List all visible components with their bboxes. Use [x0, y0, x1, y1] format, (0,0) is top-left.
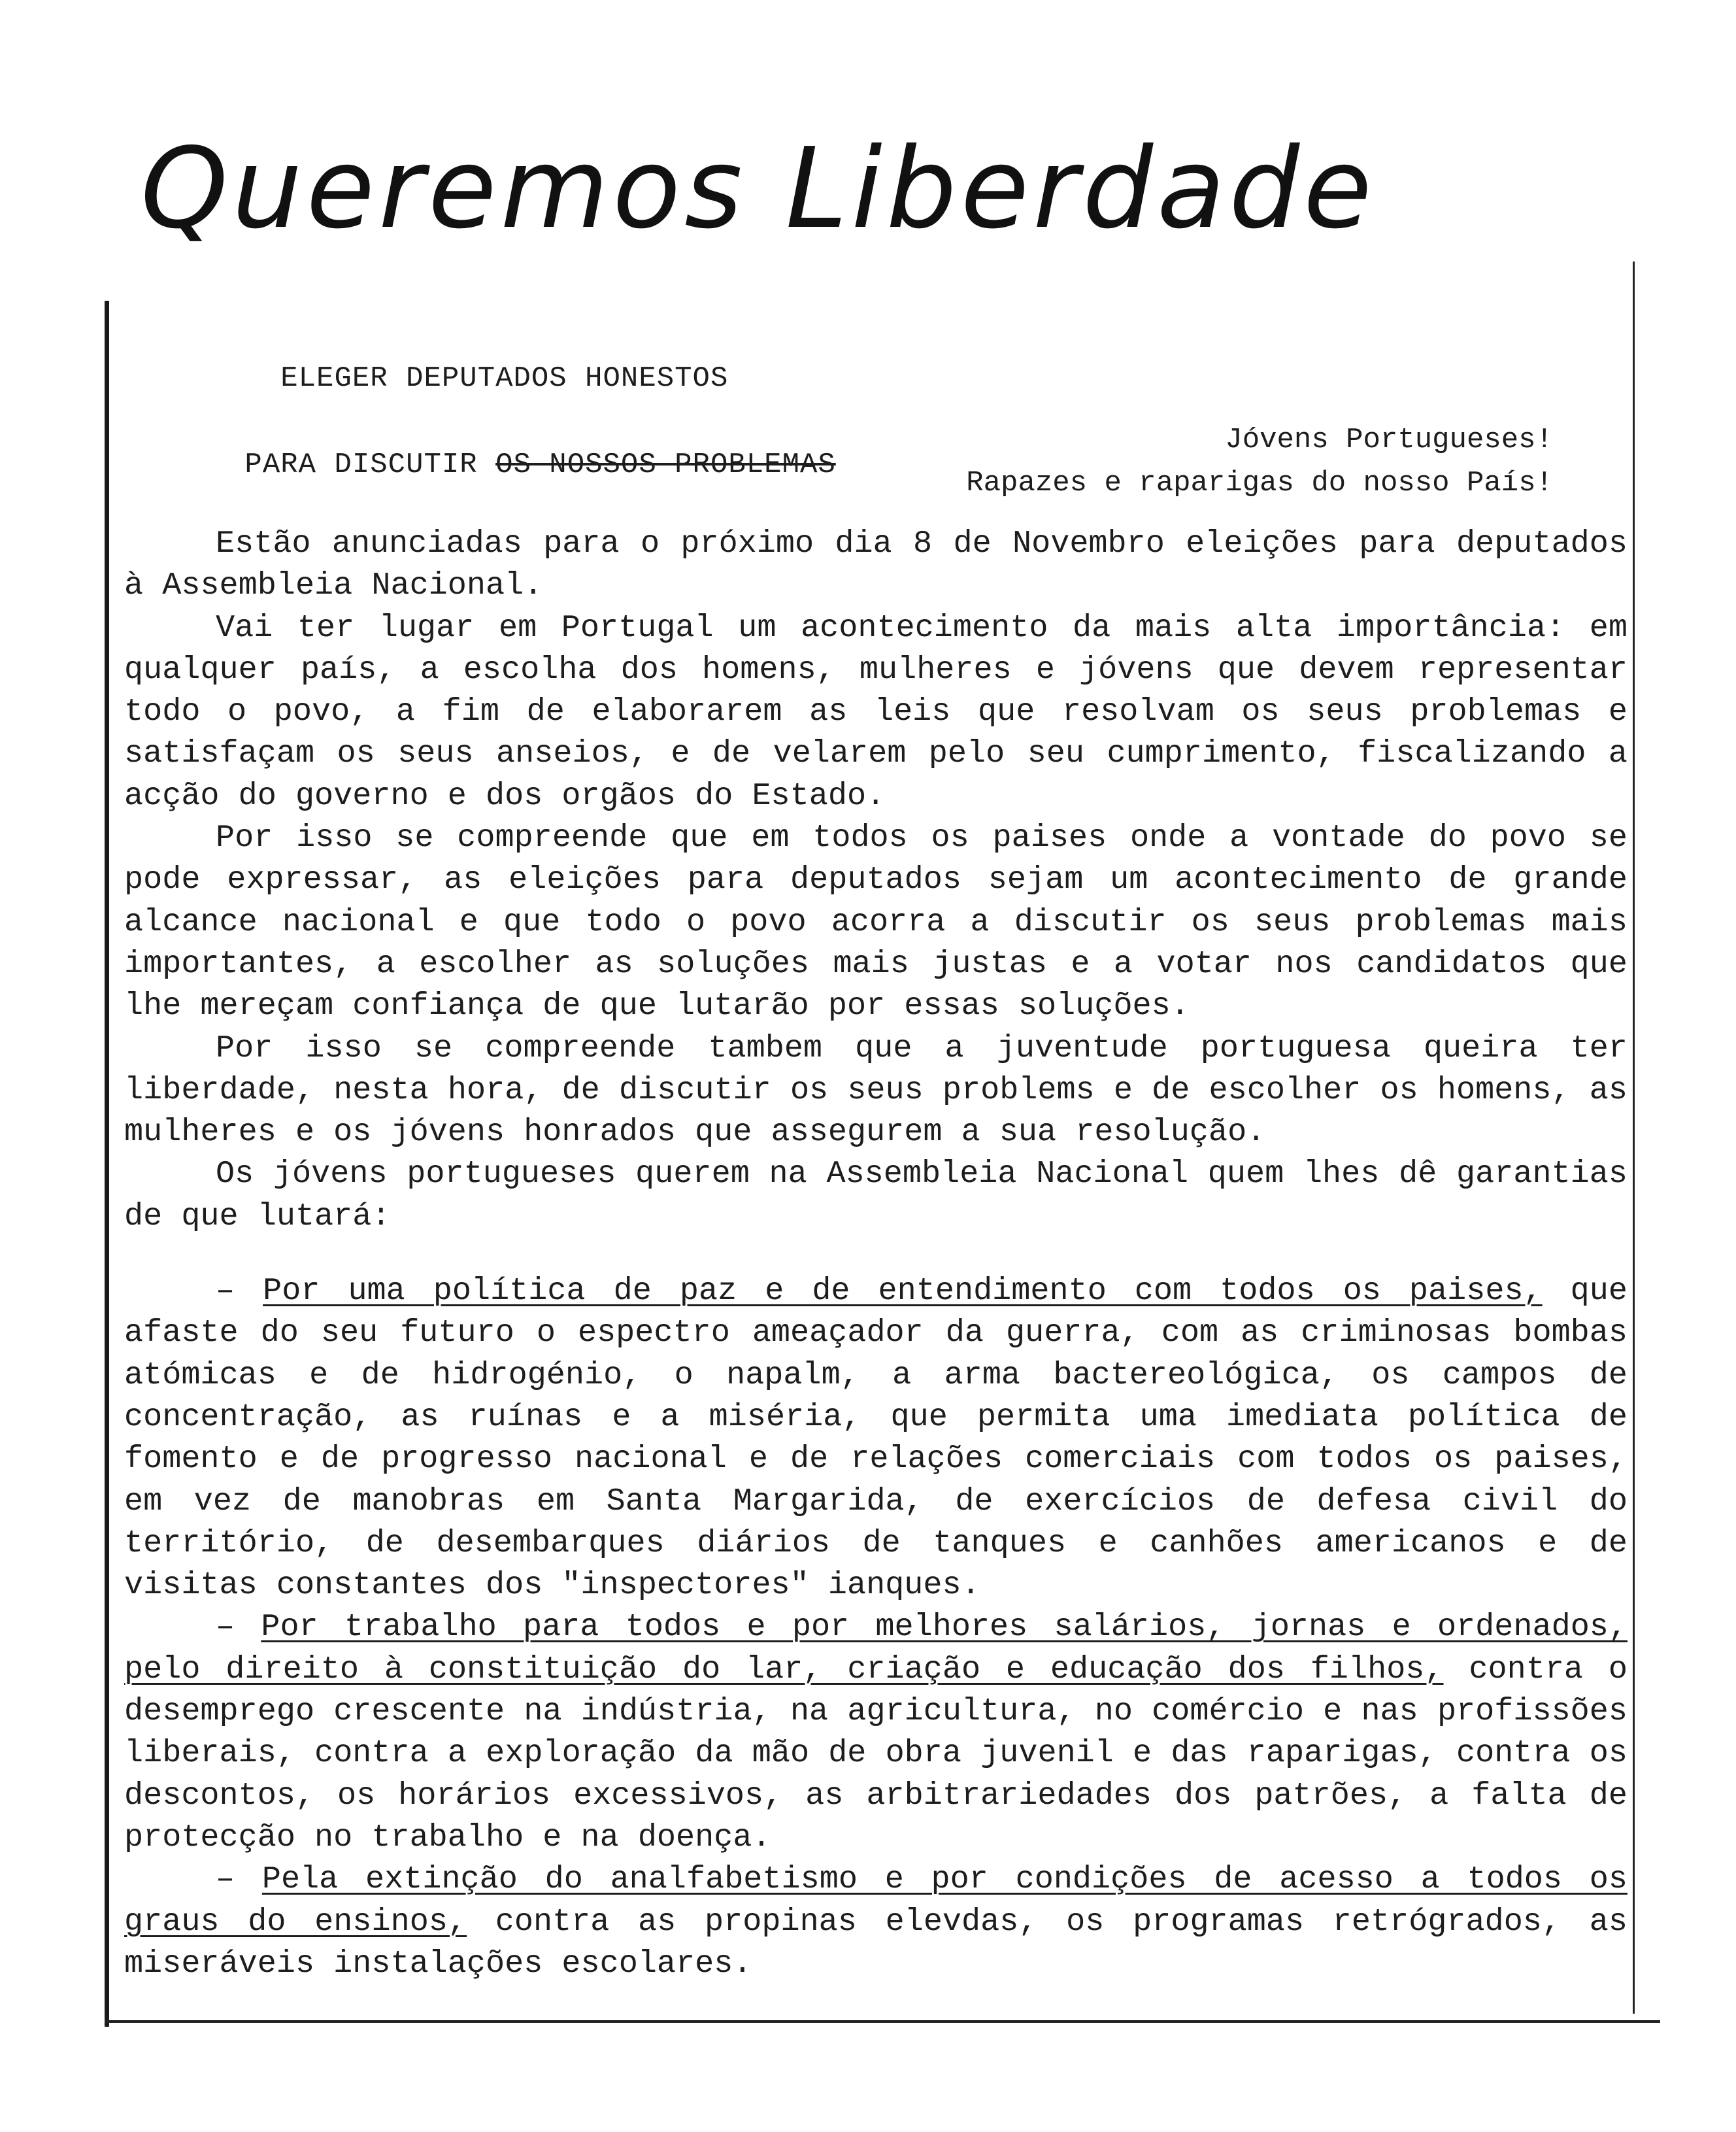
demand-3-text: contra as propinas elevdas, os programas retrógrados, as miseráveis instalações escolares. — [124, 1903, 1628, 1982]
demand-1 — [124, 1270, 1628, 1606]
demand-2-heading: Por trabalho para todos e por melhores salários, jornas e ordenados, pelo direito à constituição do lar, criação e educação dos filhos, — [124, 1609, 1628, 1687]
greeting-line-2: Rapazes e raparigas do nosso País! — [966, 467, 1553, 499]
demand-3-heading: Pela extinção do analfabetismo e por condições de acesso a todos os graus do ensinos, — [124, 1861, 1628, 1940]
document-title: Queremos Liberdade — [141, 124, 1376, 254]
demand-dash: – — [216, 1273, 263, 1310]
subheading — [137, 314, 836, 530]
paragraph-1: Estão anunciadas para o próximo dia 8 de Novembro eleições para deputados à Assembleia Nacional. — [124, 526, 1628, 604]
demand-2 — [124, 1606, 1628, 1859]
greeting — [966, 418, 1553, 505]
right-border-line — [1633, 262, 1635, 2014]
demand-dash: – — [216, 1609, 261, 1646]
left-border-line — [105, 301, 109, 2027]
subheading-struck-text: OS NOSSOS PROBLEMAS — [495, 448, 836, 481]
paragraph-4: Por isso se compreende tambem que a juventude portuguesa queira ter liberdade, nesta hora, de discutir os seus problems e de escolher os homens, as mulheres e os jóvens honrados que assegurem a sua resolução. — [124, 1030, 1628, 1151]
demand-3 — [124, 1859, 1628, 1985]
paragraph-2: Vai ter lugar em Portugal um acontecimento da mais alta importância: em qualquer país, a escolha dos homens, mulheres e jóvens que devem representar todo o povo, a fim de elaborarem as leis que resolvam os seus problemas e satisfaçam os seus anseios, e de velarem pelo seu cumprimento, fiscalizando a acção do governo e dos orgãos do Estado. — [124, 609, 1628, 814]
paragraph-5: Os jóvens portugueses querem na Assembleia Nacional quem lhes dê garantias de que lutará: — [124, 1156, 1628, 1234]
demand-1-heading: Por uma política de paz e de entendimento com todos os paises, — [263, 1273, 1543, 1310]
subheading-line-2: PARA DISCUTIR — [209, 448, 496, 481]
document-body — [124, 523, 1628, 1985]
demand-dash: – — [216, 1861, 262, 1898]
paragraph-3: Por isso se compreende que em todos os paises onde a vontade do povo se pode expressar, as eleições para deputados sejam um acontecimento de grande alcance nacional e que todo o povo acorra a discutir os seus problemas mais importantes, a escolher as soluções mais justas e a votar nos candidatos que lhe mereçam confiança de que lutarão por essas soluções. — [124, 820, 1628, 1024]
subheading-line-1: ELEGER DEPUTADOS HONESTOS — [209, 362, 729, 395]
greeting-line-1: Jóvens Portugueses! — [1225, 424, 1553, 456]
bottom-border-line — [105, 2020, 1660, 2023]
demand-2-text: contra o desemprego crescente na indústria, na agricultura, no comércio e nas profissões liberais, contra a exploração da mão de obra juvenil e das raparigas, contra os descontos, os horários excessivos, as arbitrariedades dos patrões, a falta de protecção no trabalho e na doença. — [124, 1651, 1628, 1855]
demand-1-text: que afaste do seu futuro o espectro ameaçador da guerra, com as criminosas bombas atómicas e de hidrogénio, o napalm, a arma bactereológica, os campos de concentração, as ruínas e a miséria, que permita uma imediata política de fomento e de progresso nacional e de relações comerciais com todos os paises, em vez de manobras em Santa Margarida, de exercícios de defesa civil do território, de desembarques diários de tanques e canhões americanos e de visitas constantes dos "inspectores" ianques. — [124, 1273, 1628, 1604]
